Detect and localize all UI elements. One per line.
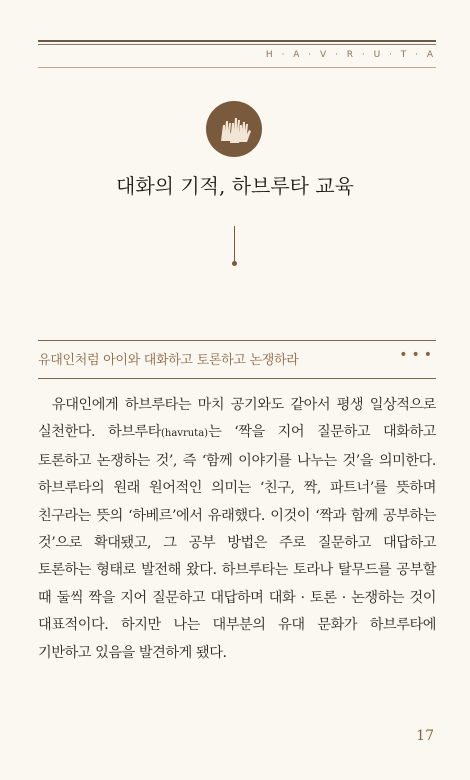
header-rule — [38, 40, 436, 42]
body-text-part-2: 는 ‘짝을 지어 질문하고 대화하고 토론하고 논쟁하는 것’, 즉 ‘함께 이야기를 나누는 것’을 의미한다. 하브루타의 원래 원어적인 의미는 ‘친구, 짝, 파트너’를 뜻하며 친구라는 뜻의 ‘하베르’에서 유래했다. 이것이 ‘짝과 함께 공부하는 것’으로 확대됐고, 그 공부 방법은 주로 질문하고 대답하고 토론하는 형태로 발전해 왔다. 하브루타는 토라나 탈무드를 공부할 때 둘씩 짝을 지어 질문하고 대답하며 대화 · 토론 · 논쟁하는 것이 대표적이다. 하지만 나는 대부분의 유대 문화가 하브루타에 기반하고 있음을 발견하게 됐다. — [38, 424, 436, 661]
section-rule-top — [38, 340, 436, 341]
header-rule-lower — [38, 67, 436, 68]
divider-line — [234, 226, 235, 262]
section-rule-bottom — [38, 378, 436, 379]
body-paragraph — [38, 392, 436, 667]
section-heading: 유대인처럼 아이와 대화하고 토론하고 논쟁하라 — [38, 353, 299, 368]
raised-hands-icon — [206, 101, 262, 157]
page-number: 17 — [416, 728, 434, 744]
section-dots: ••• — [399, 347, 436, 363]
chapter-title: 대화의 기적, 하브루타 교육 — [116, 174, 354, 198]
romanization: (havruta) — [161, 428, 209, 440]
running-header: H · A · V · R · U · T · A — [265, 50, 436, 60]
body-text-part-1: 유대인에게 하브루타는 마치 공기와도 같아서 평생 일상적으로 실천한다. 하브루타 — [38, 397, 436, 441]
header-rule-thin — [38, 44, 436, 45]
divider-dot — [232, 261, 237, 266]
